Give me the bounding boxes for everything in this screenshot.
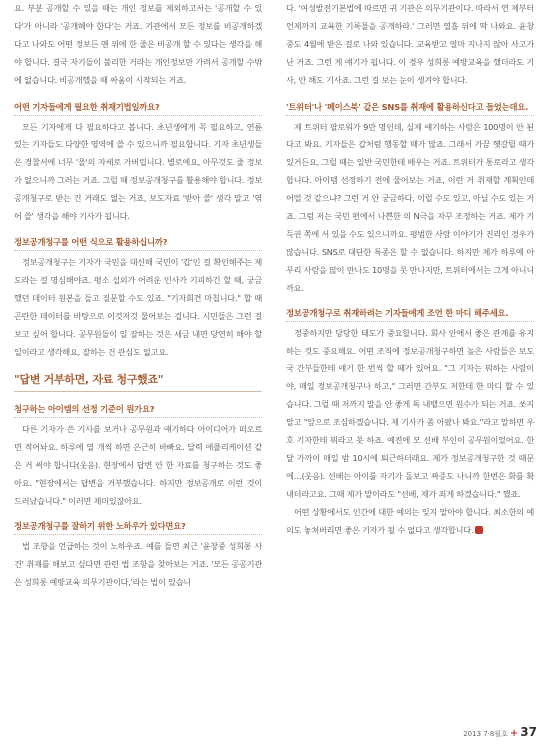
paragraph: 다. '여성발전기본법에 따르면 귀 기관은 의무기관이다. 따라서 연 제부터 언제까지 교육한 기록물을 공개하라.' 그러면 열흘 뒤에 딱 나와요. 윤창중도 4월에 받은 걸로 나와 있습니다. 교육받고 얼마 지나지 않아 사고가 난 거죠. 그런 게 얘기가 됩니다. 이 경우 성희롱 예방교육을 했더라도 기사, 안 해도 기사죠. 그런 걸 보는 눈이 생겨야 합니다. (286, 3, 534, 85)
paragraph: 요. 부분 공개할 수 있을 때는 개인 정보를 제외하고서는 '공개할 수 있다'가 아니라 '공개해야 한다'는 거죠. 기관에서 모든 정보를 비공개하겠다고 나와도 어떤 정보든 맨 위에 한 줄은 비공개 할 수 있다는 생각을 해야 합니다. 결국 자기들이 불리한 거라는 개인정보만 가려서 공개할 수밖에 없습니다. 비공개했을 때 싸움이 시작되는 거죠. (14, 3, 262, 85)
section-divider (14, 369, 262, 392)
question-divider (286, 306, 534, 322)
question-heading: 청구하는 아이템의 선정 기준이 뭔가요? (14, 404, 155, 415)
question-heading: 정보공개청구를 어떤 식으로 활용하십니까? (14, 236, 168, 247)
section-title: "답변 거부하면, 자료 청구했죠" (14, 373, 164, 387)
paragraph: 모든 기자에게 다 필요하다고 봅니다. 초년생에게 꼭 필요하고, 연륜 있는 기자들도 다양한 영역에 쓸 수 있으니까 필요합니다. 기자 초년생들은 경찰서에 너무 '물'의 자세로 가버립니다. 별로에요, 아무것도 줄 정보가 없으니까 그러는 거죠. 그럴 때 정보공개청구를 활용해야 합니다. 정보공개청구로 받는 건 거래도 없는 거죠, 보도자료 '받아 쓸' 생각 말고 '엮어 쓸' 생각을 해야 기사가 됩니다. (14, 121, 262, 222)
paragraph: 정중하지만 당당한 태도가 중요합니다. 회사 안에서 좋은 관계를 유지하는 것도 중요해요. 어떤 조직에 정보공개청구하면 높은 사람들은 보도국 간부들한테 얘기 한 번씩 할 때가 있어요. "그 기자는 뭐하는 사람이야, 매일 정보공개청구나 하고," 그러면 간부도 저한테 한 마디 할 수 있습니다. 그럴 때 저까지 말을 안 좋게 독 내뱉으면 원수가 되는 거죠. 쏘지 말고 "앞으로 조심하겠습니다. 제 기사가 좀 아팠나 봐요."라고 말하면 우호 기자한테 뭐라고 못 하죠. 예전에 모 선배 부인이 공무원이었어요. 한 달 가까이 매일 밤 10시에 퇴근하더래요. 제가 정보공개청구한 것 때문에…(웃음). 선배는 아이를 자기가 돌보고 짜증도 나니까 한번은 화를 확 내더라고요. 그때 제가 말이라도 "선배, 제가 죄게 하겠습니다." 했죠. (286, 327, 534, 499)
right-column (286, 0, 534, 539)
paragraph: 다른 기자가 쓴 기사를 보거나 공무원과 얘기하다 아이디어가 떠오르면 적어놔요. 하루에 열 개씩 하면 은근히 바빠요. 달력 애플리케이션 같은 거 써야 합니다(웃음). 현장에서 답변 안 한 자료를 청구하는 것도 좋아요. "현장에서는 답변을 거부했습니다. 하지만 정보공개로 이런 것이 드러났습니다." 이러면 재미있잖아요. (14, 424, 262, 507)
paragraph: 제 트위터 팔로워가 9만 명인데, 실제 얘기하는 사람은 100명이 안 된다고 봐요. 기자들은 갑처럼 행동할 때가 많죠. 그래서 가끔 헷갈릴 때가 있거든요, 그럴 때는 일반 국민한테 배우는 거죠. 트위터가 통로라고 생각합니다. 아이템 선정하기 전에 물어보는 거죠, 이런 거 취재할 계획인데 어떨 것 같으냐? 그런 거 안 궁금하다, 이럴 수도 있고, 아닐 수도 있는 거죠. 그럼 저는 국민 편에서 나쁜한 의 N극을 자꾸 조정하는 거죠. 제가 기득권 쪽에 서 있을 수도 있으니까요. 평범한 사람 이야기가 진리인 경우가 많습니다. SNS로 대단한 특종은 할 수 없습니다. 하지만 제가 하루에 아무리 사람을 많이 만나도 10명을 못 만나지만, 트위터에서는 그게 아니니까요. (286, 121, 534, 293)
question-divider (14, 402, 262, 418)
page-number: 37 (520, 725, 537, 739)
paragraph: 정보공개청구는 기자가 국민을 대신해 국민이 '갑'인 걸 확인해주는 제도라는 걸 명심해야죠. 평소 섭외가 어려운 인사가 기피하긴 할 때, 궁금했던 데이터 원본을 들고 질문할 수도 있죠. "기자회견 마칩니다." 할 때 곤란한 데이터를 바탕으로 이것저것 물어보는 겁니다. 시민들은 그런 걸 보고 싶어 합니다. 공무원들이 일 잘하는 것은 세금 내면 당연히 해야 할 일이라고 생각해요, 잘하는 건 관심도 없고요. (14, 256, 262, 357)
paragraph: 법 조항을 언급하는 것이 노하우죠. 예를 들면 최근 '윤창중 성희롱 사건' 취재를 해보고 싶다면 관련 법 조항을 찾아보는 거죠. '모든 공공기관은 성희롱 예방교육 의무기관이다,'라는 법이 있습니 (14, 540, 262, 587)
question-heading: 정보공개청구로 취재하려는 기자들에게 조언 한 마디 해주세요. (286, 307, 509, 318)
issue-label: 2013 7·8월호 (463, 730, 508, 738)
question-divider (286, 100, 534, 116)
page-footer (463, 725, 537, 739)
plus-icon: + (509, 728, 519, 739)
question-heading: '트위터'나 '페이스북' 같은 SNS를 취재에 활용하신다고 들었는데요. (286, 101, 529, 112)
question-divider (14, 235, 262, 251)
closing-paragraph (286, 504, 534, 540)
question-heading: 어떤 기자들에게 필요한 취재기법일까요? (14, 101, 160, 112)
question-divider (14, 519, 262, 535)
left-column (14, 0, 262, 592)
end-mark-icon (475, 526, 483, 534)
question-divider (14, 100, 262, 116)
question-heading: 정보공개청구를 잘하기 위한 노하우가 있다면요? (14, 520, 186, 531)
paragraph-text: 어떤 상황에서도 인간에 대한 예의는 잊지 말아야 합니다. 최소한의 예의도 놓쳐버리면 좋은 기자가 될 수 없다고 생각합니다. (286, 506, 534, 535)
